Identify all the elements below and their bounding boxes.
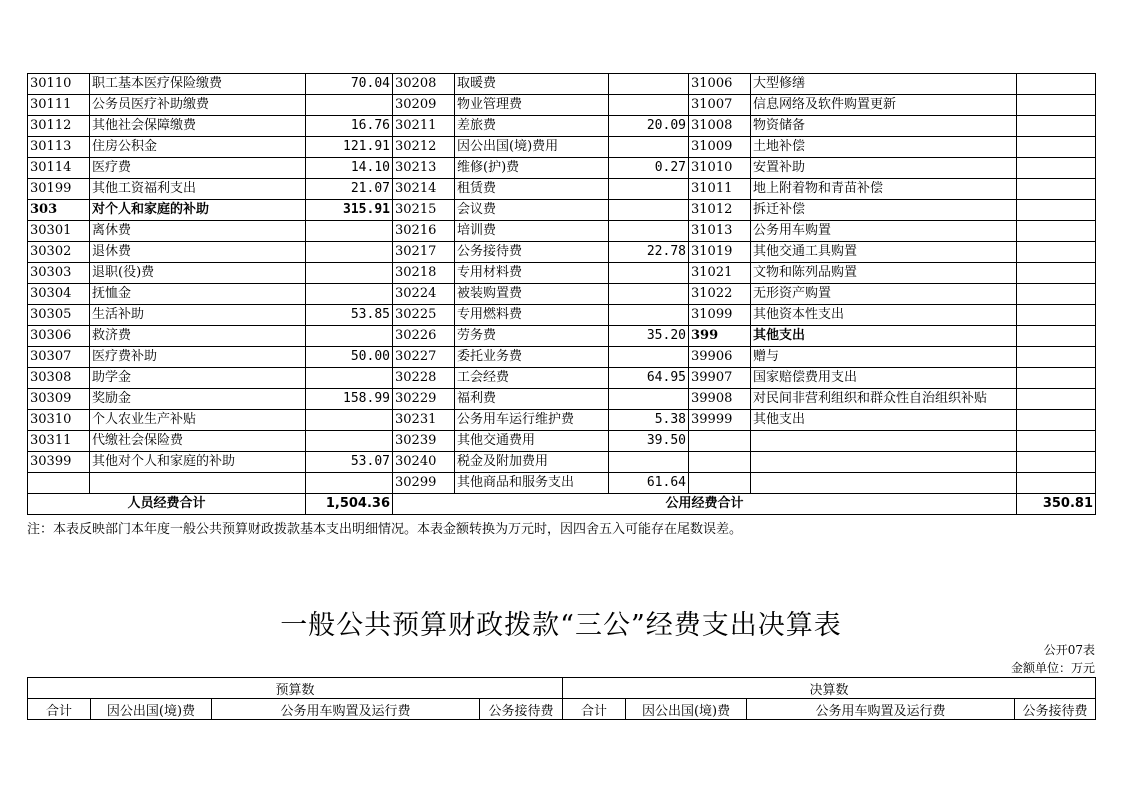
table-row xyxy=(28,368,1096,389)
econ-code xyxy=(689,452,751,473)
econ-code: 30240 xyxy=(393,452,455,473)
econ-code: 399 xyxy=(689,326,751,347)
table-row xyxy=(28,326,1096,347)
amount xyxy=(609,74,689,95)
item-name: 公务接待费 xyxy=(455,242,609,263)
column-header: 合计 xyxy=(563,699,626,720)
econ-code: 31006 xyxy=(689,74,751,95)
actual-header: 决算数 xyxy=(563,678,1096,699)
econ-code: 30111 xyxy=(28,95,90,116)
item-name: 其他支出 xyxy=(751,410,1017,431)
table-row xyxy=(28,389,1096,410)
econ-code: 31011 xyxy=(689,179,751,200)
item-name: 物资储备 xyxy=(751,116,1017,137)
table-row xyxy=(28,347,1096,368)
item-name: 因公出国(境)费用 xyxy=(455,137,609,158)
econ-code: 31012 xyxy=(689,200,751,221)
item-name: 其他社会保障缴费 xyxy=(90,116,306,137)
econ-code: 30212 xyxy=(393,137,455,158)
public-total-label: 公用经费合计 xyxy=(393,494,1017,515)
econ-code: 30307 xyxy=(28,347,90,368)
amount xyxy=(1017,74,1096,95)
econ-code: 39907 xyxy=(689,368,751,389)
econ-code: 30303 xyxy=(28,263,90,284)
table-row xyxy=(28,473,1096,494)
table-row xyxy=(28,452,1096,473)
econ-code: 30209 xyxy=(393,95,455,116)
amount xyxy=(306,473,393,494)
table-row xyxy=(28,263,1096,284)
item-name: 代缴社会保险费 xyxy=(90,431,306,452)
econ-code: 30308 xyxy=(28,368,90,389)
amount xyxy=(1017,95,1096,116)
item-name: 助学金 xyxy=(90,368,306,389)
amount xyxy=(609,95,689,116)
sangong-column-header-row xyxy=(28,699,1096,720)
amount xyxy=(1017,221,1096,242)
econ-code: 39906 xyxy=(689,347,751,368)
econ-code: 30306 xyxy=(28,326,90,347)
econ-code: 31007 xyxy=(689,95,751,116)
item-name: 抚恤金 xyxy=(90,284,306,305)
item-name xyxy=(90,473,306,494)
amount: 35.20 xyxy=(609,326,689,347)
econ-code: 31009 xyxy=(689,137,751,158)
amount xyxy=(306,284,393,305)
item-name: 被装购置费 xyxy=(455,284,609,305)
econ-code: 30299 xyxy=(393,473,455,494)
item-name: 信息网络及软件购置更新 xyxy=(751,95,1017,116)
item-name xyxy=(751,431,1017,452)
item-name: 税金及附加费用 xyxy=(455,452,609,473)
econ-code: 30226 xyxy=(393,326,455,347)
econ-code: 31013 xyxy=(689,221,751,242)
item-name: 土地补偿 xyxy=(751,137,1017,158)
econ-code: 30215 xyxy=(393,200,455,221)
amount: 53.07 xyxy=(306,452,393,473)
item-name: 公务员医疗补助缴费 xyxy=(90,95,306,116)
item-name: 救济费 xyxy=(90,326,306,347)
econ-code: 31019 xyxy=(689,242,751,263)
table-row xyxy=(28,305,1096,326)
amount xyxy=(1017,116,1096,137)
econ-code: 30302 xyxy=(28,242,90,263)
amount: 121.91 xyxy=(306,137,393,158)
econ-code: 30310 xyxy=(28,410,90,431)
table-row xyxy=(28,158,1096,179)
item-name: 拆迁补偿 xyxy=(751,200,1017,221)
column-header: 公务用车购置及运行费 xyxy=(212,699,480,720)
econ-code xyxy=(28,473,90,494)
personnel-total-value: 1,504.36 xyxy=(306,494,393,515)
amount xyxy=(1017,284,1096,305)
item-name: 专用燃料费 xyxy=(455,305,609,326)
amount: 14.10 xyxy=(306,158,393,179)
item-name: 安置补助 xyxy=(751,158,1017,179)
amount xyxy=(609,305,689,326)
amount: 21.07 xyxy=(306,179,393,200)
econ-code: 30309 xyxy=(28,389,90,410)
item-name: 公务用车运行维护费 xyxy=(455,410,609,431)
item-name: 对民间非营利组织和群众性自治组织补贴 xyxy=(751,389,1017,410)
econ-code: 30239 xyxy=(393,431,455,452)
econ-code: 30110 xyxy=(28,74,90,95)
econ-code: 30114 xyxy=(28,158,90,179)
amount xyxy=(609,137,689,158)
amount: 39.50 xyxy=(609,431,689,452)
econ-code: 31010 xyxy=(689,158,751,179)
table-row xyxy=(28,74,1096,95)
item-name: 其他交通工具购置 xyxy=(751,242,1017,263)
econ-code: 30213 xyxy=(393,158,455,179)
budget-header: 预算数 xyxy=(28,678,563,699)
econ-code xyxy=(689,473,751,494)
item-name: 其他对个人和家庭的补助 xyxy=(90,452,306,473)
item-name: 其他交通费用 xyxy=(455,431,609,452)
amount: 70.04 xyxy=(306,74,393,95)
item-name: 培训费 xyxy=(455,221,609,242)
table-note: 注：本表反映部门本年度一般公共预算财政拨款基本支出明细情况。本表金额转换为万元时，因四舍五入可能存在尾数误差。 xyxy=(27,522,743,537)
item-name: 离休费 xyxy=(90,221,306,242)
amount xyxy=(306,431,393,452)
table-row xyxy=(28,200,1096,221)
econ-code xyxy=(689,431,751,452)
item-name: 福利费 xyxy=(455,389,609,410)
item-name: 职工基本医疗保险缴费 xyxy=(90,74,306,95)
amount xyxy=(1017,200,1096,221)
table-row xyxy=(28,284,1096,305)
amount xyxy=(306,242,393,263)
econ-code: 30218 xyxy=(393,263,455,284)
item-name: 取暖费 xyxy=(455,74,609,95)
item-name: 其他工资福利支出 xyxy=(90,179,306,200)
amount xyxy=(609,284,689,305)
item-name: 对个人和家庭的补助 xyxy=(90,200,306,221)
amount xyxy=(1017,242,1096,263)
amount xyxy=(609,221,689,242)
econ-code: 30304 xyxy=(28,284,90,305)
table-row xyxy=(28,179,1096,200)
item-name: 维修(护)费 xyxy=(455,158,609,179)
econ-code: 30301 xyxy=(28,221,90,242)
amount xyxy=(306,95,393,116)
table-row xyxy=(28,95,1096,116)
table-row xyxy=(28,137,1096,158)
amount xyxy=(306,221,393,242)
amount xyxy=(609,263,689,284)
item-name: 差旅费 xyxy=(455,116,609,137)
econ-code: 30231 xyxy=(393,410,455,431)
item-name: 无形资产购置 xyxy=(751,284,1017,305)
econ-code: 30208 xyxy=(393,74,455,95)
amount xyxy=(1017,347,1096,368)
econ-code: 30211 xyxy=(393,116,455,137)
item-name: 公务用车购置 xyxy=(751,221,1017,242)
item-name xyxy=(751,473,1017,494)
item-name: 专用材料费 xyxy=(455,263,609,284)
item-name: 退职(役)费 xyxy=(90,263,306,284)
item-name: 工会经费 xyxy=(455,368,609,389)
amount xyxy=(609,179,689,200)
column-header: 因公出国(境)费 xyxy=(91,699,212,720)
column-header: 因公出国(境)费 xyxy=(626,699,747,720)
column-header: 合计 xyxy=(28,699,91,720)
econ-code: 30225 xyxy=(393,305,455,326)
item-name: 劳务费 xyxy=(455,326,609,347)
item-name: 赠与 xyxy=(751,347,1017,368)
item-name: 退休费 xyxy=(90,242,306,263)
econ-code: 30217 xyxy=(393,242,455,263)
sangong-table xyxy=(27,677,1096,720)
econ-code: 303 xyxy=(28,200,90,221)
column-header: 公务用车购置及运行费 xyxy=(747,699,1015,720)
econ-code: 31021 xyxy=(689,263,751,284)
item-name: 大型修缮 xyxy=(751,74,1017,95)
amount xyxy=(609,200,689,221)
amount: 61.64 xyxy=(609,473,689,494)
econ-code: 30305 xyxy=(28,305,90,326)
amount: 315.91 xyxy=(306,200,393,221)
sangong-table-title: 一般公共预算财政拨款“三公”经费支出决算表 xyxy=(280,610,842,641)
amount xyxy=(306,263,393,284)
amount xyxy=(609,389,689,410)
amount xyxy=(1017,410,1096,431)
column-header: 公务接待费 xyxy=(480,699,563,720)
amount xyxy=(1017,137,1096,158)
amount xyxy=(1017,263,1096,284)
item-name: 奖励金 xyxy=(90,389,306,410)
item-name: 医疗费 xyxy=(90,158,306,179)
item-name: 租赁费 xyxy=(455,179,609,200)
table-row xyxy=(28,221,1096,242)
sangong-group-header-row xyxy=(28,678,1096,699)
form-number: 公开07表 xyxy=(1043,643,1095,657)
amount xyxy=(306,326,393,347)
econ-code: 31008 xyxy=(689,116,751,137)
item-name: 委托业务费 xyxy=(455,347,609,368)
table-row xyxy=(28,410,1096,431)
totals-row xyxy=(28,494,1096,515)
econ-code: 30216 xyxy=(393,221,455,242)
item-name xyxy=(751,452,1017,473)
amount xyxy=(1017,431,1096,452)
econ-code: 30113 xyxy=(28,137,90,158)
econ-code: 30311 xyxy=(28,431,90,452)
item-name: 其他商品和服务支出 xyxy=(455,473,609,494)
econ-code: 30229 xyxy=(393,389,455,410)
item-name: 个人农业生产补贴 xyxy=(90,410,306,431)
amount: 0.27 xyxy=(609,158,689,179)
amount: 16.76 xyxy=(306,116,393,137)
expenditure-detail-table xyxy=(27,73,1096,515)
amount: 158.99 xyxy=(306,389,393,410)
amount: 64.95 xyxy=(609,368,689,389)
personnel-total-label: 人员经费合计 xyxy=(28,494,306,515)
amount xyxy=(1017,158,1096,179)
amount: 20.09 xyxy=(609,116,689,137)
amount xyxy=(1017,452,1096,473)
amount xyxy=(1017,305,1096,326)
item-name: 其他资本性支出 xyxy=(751,305,1017,326)
econ-code: 30399 xyxy=(28,452,90,473)
item-name: 其他支出 xyxy=(751,326,1017,347)
table-row xyxy=(28,431,1096,452)
item-name: 医疗费补助 xyxy=(90,347,306,368)
public-total-value: 350.81 xyxy=(1017,494,1096,515)
amount xyxy=(1017,179,1096,200)
amount xyxy=(609,347,689,368)
econ-code: 30214 xyxy=(393,179,455,200)
item-name: 生活补助 xyxy=(90,305,306,326)
econ-code: 30224 xyxy=(393,284,455,305)
amount xyxy=(609,452,689,473)
amount-unit: 金额单位：万元 xyxy=(1010,661,1095,675)
item-name: 文物和陈列品购置 xyxy=(751,263,1017,284)
item-name: 物业管理费 xyxy=(455,95,609,116)
item-name: 地上附着物和青苗补偿 xyxy=(751,179,1017,200)
econ-code: 30199 xyxy=(28,179,90,200)
amount: 22.78 xyxy=(609,242,689,263)
amount: 5.38 xyxy=(609,410,689,431)
amount xyxy=(1017,473,1096,494)
column-header: 公务接待费 xyxy=(1015,699,1096,720)
table-row xyxy=(28,242,1096,263)
item-name: 国家赔偿费用支出 xyxy=(751,368,1017,389)
amount xyxy=(306,368,393,389)
econ-code: 30227 xyxy=(393,347,455,368)
econ-code: 39908 xyxy=(689,389,751,410)
econ-code: 30112 xyxy=(28,116,90,137)
item-name: 住房公积金 xyxy=(90,137,306,158)
amount xyxy=(1017,326,1096,347)
econ-code: 31022 xyxy=(689,284,751,305)
table-row xyxy=(28,116,1096,137)
econ-code: 31099 xyxy=(689,305,751,326)
amount xyxy=(306,410,393,431)
amount: 50.00 xyxy=(306,347,393,368)
item-name: 会议费 xyxy=(455,200,609,221)
econ-code: 39999 xyxy=(689,410,751,431)
amount xyxy=(1017,368,1096,389)
amount xyxy=(1017,389,1096,410)
econ-code: 30228 xyxy=(393,368,455,389)
amount: 53.85 xyxy=(306,305,393,326)
